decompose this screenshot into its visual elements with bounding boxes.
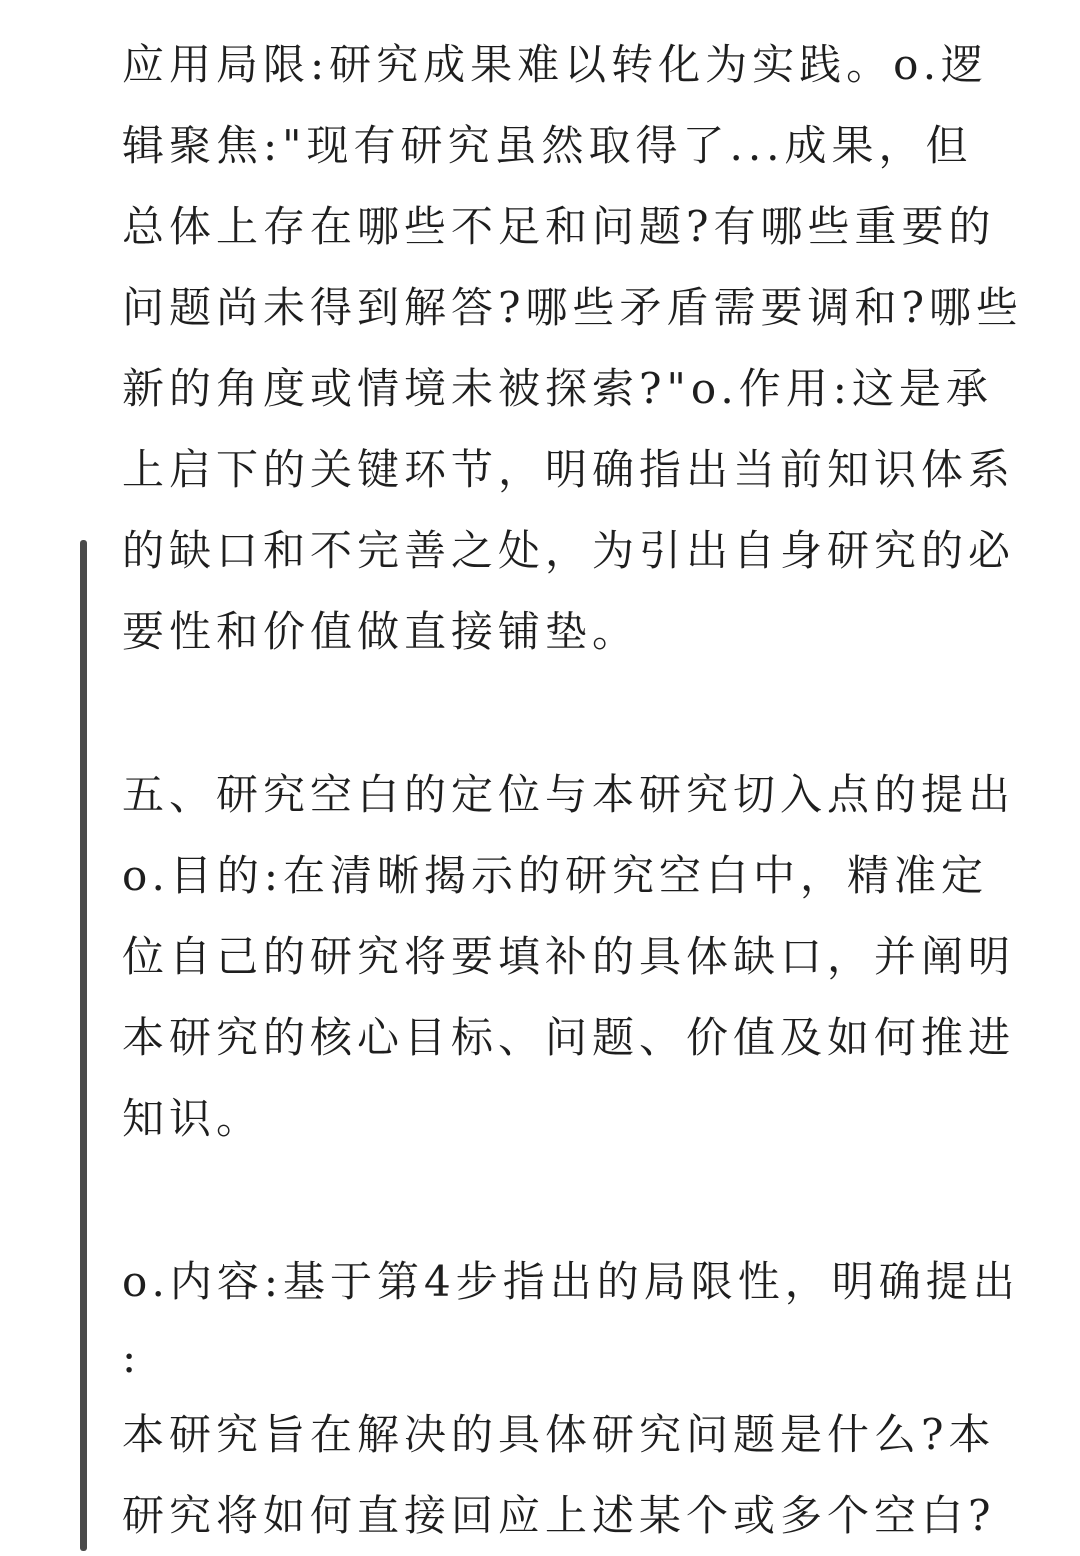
text-line: 本研究旨在解决的具体研究问题是什么?本 [122, 1410, 996, 1459]
left-vertical-rule [80, 540, 87, 1551]
text-line: 位自己的研究将要填补的具体缺口，并阐明 [122, 932, 1016, 981]
text-line: 知识。 [122, 1094, 264, 1143]
paragraph-content [122, 1241, 1042, 1556]
paragraph-application-limits [122, 24, 1042, 672]
text-line: 辑聚焦:"现有研究虽然取得了...成果，但 [122, 121, 973, 170]
text-line: 的缺口和不完善之处，为引出自身研究的必 [122, 526, 1016, 575]
section-heading: 五、研究空白的定位与本研究切入点的提出 [122, 770, 1016, 819]
text-line: 总体上存在哪些不足和问题?有哪些重要的 [122, 202, 996, 251]
document-body [122, 24, 1042, 1556]
text-line: 新的角度或情境未被探索?"o.作用:这是承 [122, 364, 993, 413]
text-line: 问题尚未得到解答?哪些矛盾需要调和?哪些 [122, 283, 1024, 332]
text-line: 应用局限:研究成果难以转化为实践。o.逻 [122, 40, 989, 89]
text-line: 要性和价值做直接铺垫。 [122, 607, 640, 656]
paragraph-spacer [122, 1159, 1042, 1241]
text-line: : [122, 1333, 142, 1382]
paragraph-spacer [122, 672, 1042, 754]
text-line: 本研究的核心目标、问题、价值及如何推进 [122, 1013, 1016, 1062]
text-line: 上启下的关键环节，明确指出当前知识体系 [122, 445, 1016, 494]
paragraph-research-gap-section [122, 754, 1042, 1159]
text-line: o.目的:在清晰揭示的研究空白中，精准定 [122, 851, 989, 900]
text-line: 研究将如何直接回应上述某个或多个空白? [122, 1491, 996, 1540]
text-line: o.内容:基于第4步指出的局限性，明确提出 [122, 1257, 1020, 1306]
